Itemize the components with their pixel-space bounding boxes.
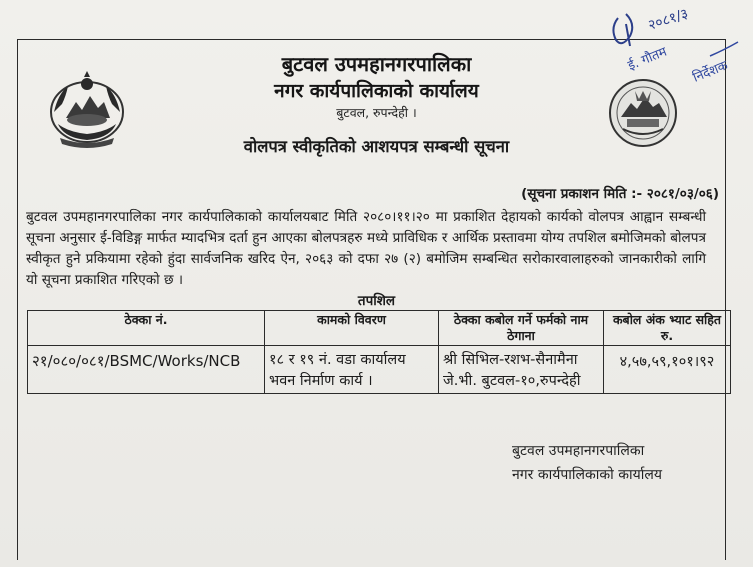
bid-amount-cell: ४,५७,५९,१०१।९२ <box>604 346 731 394</box>
signature-office-line2: नगर कार्यपालिकाको कार्यालय <box>512 467 662 483</box>
office-name-line1: बुटवल उपमहानगरपालिका <box>281 52 472 76</box>
header-contract-no: ठेक्का नं. <box>28 311 265 346</box>
table-caption: तपशिल <box>357 293 396 309</box>
office-name-line2: नगर कार्यपालिकाको कार्यालय <box>274 80 479 102</box>
handwritten-date: २०८१/३ <box>646 5 691 34</box>
publication-date: (सूचना प्रकाशन मिति :- २०८१/०३/०६) <box>521 186 719 202</box>
handwritten-title: निर्देशक <box>690 58 731 86</box>
table-header-row <box>28 311 731 346</box>
handwritten-signature-icon <box>590 0 753 100</box>
header-bid-amount: कबोल अंक भ्याट सहित रु. <box>604 311 731 346</box>
notice-title: वोलपत्र स्वीकृतिको आशयपत्र सम्बन्धी सूचना <box>243 137 510 156</box>
bid-table <box>27 310 731 394</box>
contract-no-cell: २१/०८०/०८१/BSMC/Works/NCB <box>28 346 265 394</box>
firm-cell: श्री सिभिल-रशभ-सैनामैना जे.भी. बुटवल-१०,रुपन्देही <box>439 346 604 394</box>
office-address: बुटवल, रुपन्देही । <box>336 105 417 120</box>
handwritten-name: ई. गौतम <box>625 44 670 74</box>
table-row <box>28 346 731 394</box>
header-firm-name-address: ठेक्का कबोल गर्ने फर्मको नाम ठेगाना <box>439 311 604 346</box>
notice-body: बुटवल उपमहानगरपालिका नगर कार्यपालिकाको कार्यालयबाट मिति २०८०।११।२० मा प्रकाशित देहायको कार्यको वोलपत्र आह्वान सम्बन्धी सूचना अनुसार ई-विडिङ्ग मार्फत म्यादभित्र दर्ता हुन आएका बोलपत्रहरु मध्ये प्राविधिक र आर्थिक प्रस्तावमा योग्य तपशिल बमोजिमको बोलपत्र स्वीकृत हुने प्रकियामा रहेको हुंदा सार्वजनिक खरिद ऐन, २०६३ को दफा २७ (२) बमोजिम सम्बन्धित सरोकारवालाहरुको जानकारीको लागि यो सूचना प्रकाशित गरिएको छ । <box>26 209 706 288</box>
signature-office-line1: बुटवल उपमहानगरपालिका <box>512 443 645 459</box>
header-work-description: कामको विवरण <box>265 311 439 346</box>
work-description-cell: १८ र १९ नं. वडा कार्यालय भवन निर्माण कार्य । <box>265 346 439 394</box>
